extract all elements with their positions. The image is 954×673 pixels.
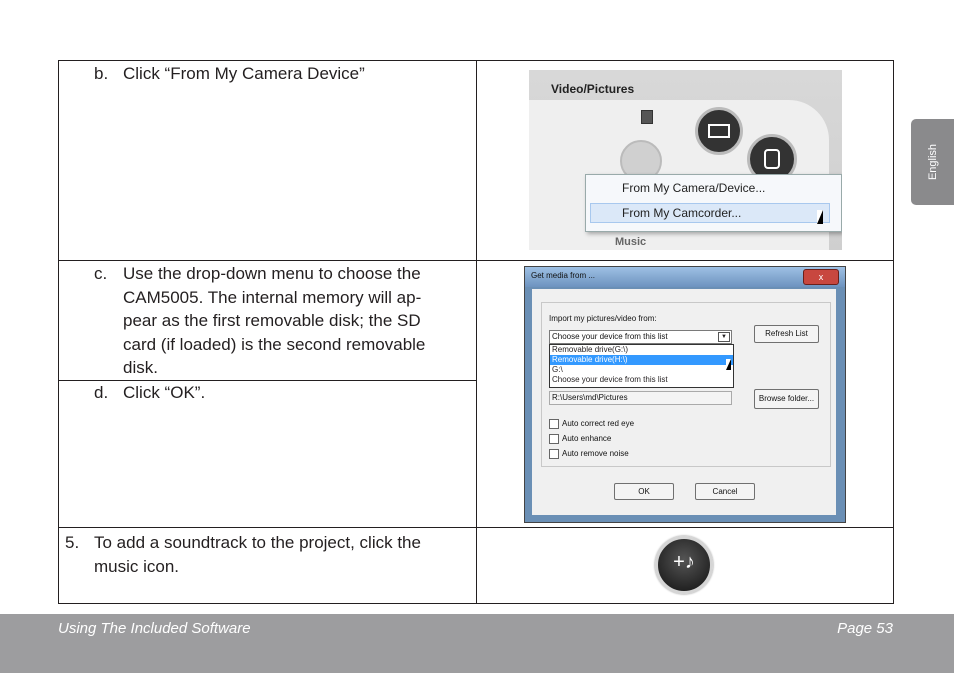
list-item[interactable]: Choose your device from this list	[552, 375, 668, 384]
cell-b-text	[58, 60, 477, 261]
chevron-down-icon[interactable]: ▼	[718, 332, 730, 342]
step-5	[65, 531, 465, 581]
list-item[interactable]: Removable drive(G:\)	[552, 345, 629, 354]
menu-item-camcorder[interactable]: From My Camcorder...	[590, 203, 830, 223]
step-text-line: music icon.	[94, 556, 180, 576]
step-text-line: card (if loaded) is the second removable	[123, 334, 426, 354]
dialog-titlebar	[525, 267, 845, 287]
import-label: Import my pictures/video from:	[549, 314, 657, 323]
step-text-line: To add a soundtrack to the project, click the	[94, 533, 421, 552]
music-glyph: +♪	[673, 551, 695, 573]
auto-enhance-label: Auto enhance	[562, 434, 612, 443]
step-text: Click “OK”.	[123, 383, 206, 402]
menu-item-camera-device[interactable]: From My Camera/Device...	[622, 181, 766, 195]
import-context-menu	[585, 174, 842, 232]
video-pictures-header: Video/Pictures	[551, 82, 635, 96]
mouse-cursor-icon	[726, 359, 731, 370]
step-text-line: CAM5005. The internal memory will ap-	[123, 287, 422, 307]
language-tab-label: English	[926, 143, 939, 181]
list-item-selected[interactable]: Removable drive(H:\)	[550, 355, 733, 365]
step-label: d.	[94, 383, 109, 402]
filmstrip-add-icon[interactable]	[695, 107, 743, 155]
language-tab	[911, 119, 954, 205]
cell-d-text	[58, 380, 477, 528]
step-c	[94, 262, 464, 382]
browse-folder-button[interactable]: Browse folder...	[754, 389, 819, 409]
dialog-body	[532, 289, 836, 515]
get-media-dialog	[524, 266, 846, 523]
video-pictures-screenshot	[529, 70, 842, 250]
dialog-title: Get media from ...	[531, 271, 596, 280]
auto-remove-noise-checkbox[interactable]	[549, 449, 559, 459]
step-text-line: Use the drop-down menu to choose the	[123, 264, 421, 283]
page-number: Page 53	[837, 620, 893, 637]
ok-button[interactable]: OK	[614, 483, 674, 500]
device-combo-value: Choose your device from this list	[552, 332, 668, 341]
close-button[interactable]: x	[803, 269, 839, 285]
auto-enhance-checkbox[interactable]	[549, 434, 559, 444]
music-icon[interactable]	[655, 536, 713, 594]
page-footer	[0, 614, 954, 673]
step-text-line: pear as the first removable disk; the SD	[123, 311, 421, 330]
step-text-line: disk.	[123, 358, 158, 377]
refresh-list-button[interactable]: Refresh List	[754, 325, 819, 343]
step-label: 5.	[65, 533, 80, 552]
path-value: R:\Users\md\Pictures	[552, 393, 628, 402]
cancel-button[interactable]: Cancel	[695, 483, 755, 500]
step-text: Click “From My Camera Device”	[123, 64, 365, 83]
auto-remove-noise-label: Auto remove noise	[562, 449, 629, 458]
device-combo[interactable]	[549, 330, 732, 344]
mouse-cursor-icon	[817, 210, 823, 224]
device-dropdown-list	[549, 344, 734, 388]
save-icon	[641, 110, 653, 124]
path-field[interactable]	[549, 391, 732, 405]
footer-section-title: Using The Included Software	[58, 620, 251, 637]
music-section-label: Music	[615, 236, 647, 248]
list-item[interactable]: G:\	[552, 365, 563, 374]
auto-red-eye-checkbox[interactable]	[549, 419, 559, 429]
step-label: c.	[94, 264, 108, 283]
auto-red-eye-label: Auto correct red eye	[562, 419, 635, 428]
step-label: b.	[94, 64, 109, 83]
